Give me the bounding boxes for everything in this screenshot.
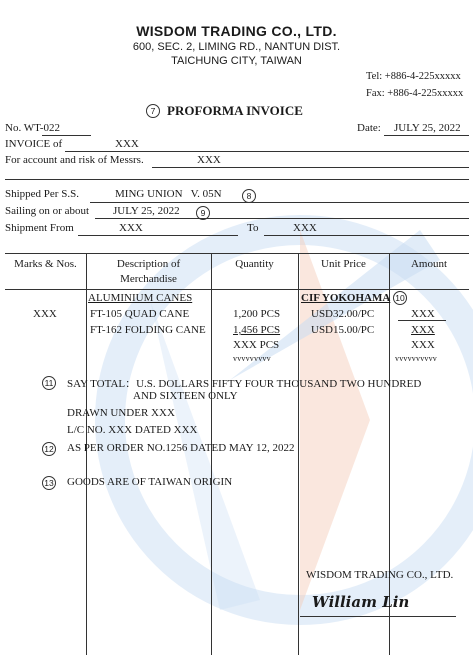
col-header-amount: Amount: [410, 258, 448, 270]
shipment-from-value: XXX: [119, 222, 143, 234]
product-group-heading: ALUMINIUM CANES: [88, 292, 193, 304]
shipment-from-underline: [78, 235, 238, 236]
row-1-description: FT-105 QUAD CANE: [90, 308, 190, 320]
shipped-underline: [90, 202, 469, 203]
row-1-unit-price: USD32.00/PC: [311, 308, 375, 320]
price-terms: CIF YOKOHAMA: [301, 292, 391, 304]
row-1-amount-underline: [398, 320, 446, 321]
date-label: Date:: [357, 122, 381, 134]
marker-10: 10: [393, 291, 407, 305]
say-total-line1: SAY TOTAL：U.S. DOLLARS FIFTY FOUR THOUSAND TWO HUNDRED: [67, 378, 422, 390]
row-2-unit-price: USD15.00/PC: [311, 324, 375, 336]
total-quantity: XXX PCS: [233, 339, 280, 351]
signature-underline: [300, 616, 456, 617]
origin-statement: GOODS ARE OF TAIWAN ORIGIN: [67, 476, 233, 488]
company-address-line2: TAICHUNG CITY, TAIWAN: [171, 55, 302, 67]
table-top-border: [5, 253, 469, 254]
invoice-of-value: XXX: [115, 138, 139, 150]
shipped-value: MING UNION V. 05N: [115, 188, 222, 200]
say-total-line2: AND SIXTEEN ONLY: [133, 390, 238, 402]
account-label: For account and risk of Messrs.: [5, 154, 144, 166]
marker-9: 9: [196, 206, 210, 220]
sailing-value: JULY 25, 2022: [113, 205, 180, 217]
order-reference: AS PER ORDER NO.1256 DATED MAY 12, 2022: [67, 442, 295, 454]
shipping-marks: XXX: [33, 308, 57, 320]
col-header-unit-price: Unit Price: [321, 258, 366, 270]
table-header-bottom-border: [5, 289, 469, 290]
col-header-desc-line1: Description of: [116, 258, 181, 270]
total-amount: XXX: [411, 339, 435, 351]
company-tel: Tel: +886-4-225xxxxx: [366, 71, 461, 82]
drawn-under: DRAWN UNDER XXX: [67, 407, 175, 419]
col-header-desc-line2: Merchandise: [120, 273, 177, 285]
lc-info: L/C NO. XXX DATED XXX: [67, 424, 198, 436]
col-header-quantity: Quantity: [235, 258, 274, 270]
company-fax: Fax: +886-4-225xxxxx: [366, 88, 464, 99]
date-value: JULY 25, 2022: [394, 122, 461, 134]
row-2-description: FT-162 FOLDING CANE: [90, 324, 206, 336]
sailing-label: Sailing on or about: [5, 205, 90, 217]
company-address-line1: 600, SEC. 2, LIMING RD., NANTUN DIST.: [132, 41, 341, 53]
date-underline: [384, 135, 469, 136]
col-divider-1: [86, 253, 87, 655]
row-1-quantity: 1,200 PCS: [233, 308, 281, 320]
marker-7: 7: [146, 104, 160, 118]
shipment-to-value: XXX: [293, 222, 317, 234]
shipped-label: Shipped Per S.S.: [5, 188, 79, 200]
amount-end-marks: vvvvvvvvvv: [395, 354, 437, 363]
col-divider-3: [298, 253, 299, 655]
signature-company: WISDOM TRADING CO., LTD.: [306, 569, 454, 581]
invoice-number: No. WT-022: [5, 122, 60, 134]
account-value: XXX: [197, 154, 221, 166]
invoice-of-label: INVOICE of: [5, 138, 63, 150]
shipment-to-label: To: [247, 222, 259, 234]
account-underline: [152, 167, 469, 168]
invoice-number-underline: [42, 135, 91, 136]
row-2-amount: XXX: [411, 324, 435, 336]
document-title: PROFORMA INVOICE: [167, 103, 303, 118]
shipment-to-underline: [264, 235, 469, 236]
sailing-underline: [95, 218, 469, 219]
row-1-amount: XXX: [411, 308, 435, 320]
marker-12: 12: [42, 442, 56, 456]
invoice-of-underline: [65, 151, 469, 152]
marker-11: 11: [42, 376, 56, 390]
shipment-label: Shipment From: [5, 222, 74, 234]
signature: William Lin: [312, 593, 410, 611]
qty-end-marks: vvvvvvvvv: [233, 354, 271, 363]
company-name: WISDOM TRADING CO., LTD.: [136, 23, 337, 39]
row-2-quantity: 1,456 PCS: [233, 324, 281, 336]
account-underline-2: [5, 179, 469, 180]
marker-13: 13: [42, 476, 56, 490]
col-header-marks: Marks & Nos.: [14, 258, 77, 270]
marker-8: 8: [242, 189, 256, 203]
col-divider-2: [211, 253, 212, 655]
